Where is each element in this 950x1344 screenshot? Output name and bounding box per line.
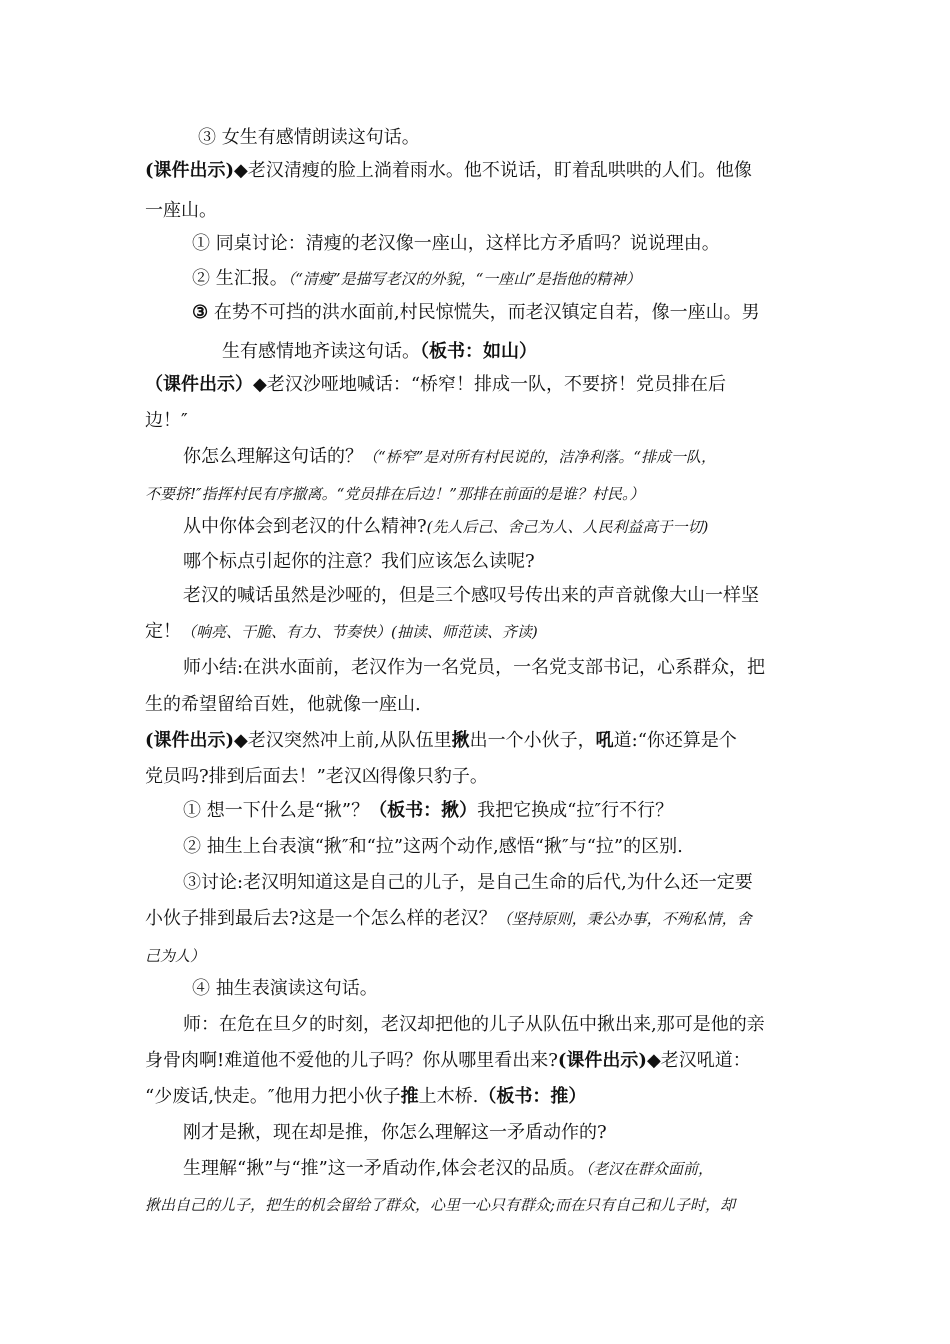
text-line — [183, 871, 753, 895]
text-line — [145, 409, 188, 433]
text-line — [183, 656, 765, 680]
italic-note: 己为人） — [145, 947, 206, 965]
text-line — [145, 1085, 586, 1109]
bold-text: 推 — [400, 1086, 419, 1107]
text-line — [198, 126, 420, 150]
body-text: 边！″ — [145, 410, 188, 431]
bold-text: （板书：揪） — [369, 800, 478, 821]
body-text: 哪个标点引起你的注意？我们应该怎么读呢? — [183, 551, 535, 572]
text-line — [145, 693, 421, 717]
body-text: ◆老汉突然冲上前,从队伍里 — [234, 730, 452, 751]
text-line — [145, 482, 644, 506]
text-line — [183, 1157, 713, 1181]
body-text: 小伙子排到最后去?这是一个怎么样的老汉？ — [145, 908, 497, 929]
text-line — [192, 232, 720, 256]
italic-note: (先人后己、舍己为人、人民利益高于一切) — [426, 518, 709, 536]
bold-text: 揪 — [451, 730, 470, 751]
text-line — [183, 515, 708, 539]
text-line — [192, 977, 378, 1001]
italic-note: （老汉在群众面前， — [585, 1160, 714, 1178]
italic-note: （坚持原则，秉公办事，不殉私情，舍 — [496, 910, 752, 928]
text-line — [183, 584, 759, 608]
text-line — [145, 373, 726, 397]
bold-text: （板书：如山） — [420, 341, 537, 362]
text-line — [145, 159, 752, 183]
text-line — [183, 835, 683, 859]
body-text: ① 同桌讨论：清瘦的老汉像一座山，这样比方矛盾吗？说说理由。 — [192, 233, 720, 254]
body-text: 师：在危在旦夕的时刻，老汉却把他的儿子从队伍中揪出来,那可是他的亲 — [183, 1014, 765, 1035]
body-text: ◆老汉清瘦的脸上淌着雨水。他不说话，盯着乱哄哄的人们。他像 — [234, 160, 752, 181]
text-line — [183, 445, 716, 469]
text-line — [145, 944, 205, 968]
body-text: 生的希望留给百姓，他就像一座山. — [145, 694, 421, 715]
body-text: 老汉的喊话虽然是沙哑的，但是三个感叹号传出来的声音就像大山一样坚 — [183, 585, 759, 606]
body-text: 从中你体会到老汉的什么精神? — [183, 516, 427, 537]
bold-text: （板书：推） — [478, 1086, 587, 1107]
text-line — [183, 1013, 765, 1037]
body-text: ④ 抽生表演读这句话。 — [192, 978, 378, 999]
body-text: 师小结:在洪水面前，老汉作为一名党员，一名党支部书记，心系群众，把 — [183, 657, 766, 678]
body-text: 道:“你还算是个 — [613, 730, 737, 751]
text-line — [145, 1049, 751, 1073]
body-text: ◆老汉吼道： — [646, 1050, 751, 1071]
text-line — [145, 1193, 735, 1217]
body-text: ◆老汉沙哑地喊话：“桥窄！排成一队，不要挤！党员排在后 — [253, 374, 727, 395]
text-line — [145, 729, 737, 753]
italic-note: （响亮、干脆、有力、节奏快）(抽读、师范读、齐读) — [181, 623, 538, 641]
body-text: 我把它换成“拉″行不行？ — [477, 800, 674, 821]
text-line — [145, 620, 538, 644]
body-text: 你怎么理解这句话的？ — [183, 446, 363, 467]
body-text: ② 生汇报。 — [192, 268, 288, 289]
text-line — [145, 765, 488, 789]
text-line — [183, 1121, 607, 1145]
body-text: 定！ — [145, 621, 181, 642]
bold-text: (课件出示) — [557, 1050, 647, 1071]
bold-text: 吼 — [595, 730, 614, 751]
body-text: ② 抽生上台表演“揪″和“拉”这两个动作,感悟“揪″与“拉”的区别. — [183, 836, 683, 857]
body-text: ③ 女生有感情朗读这句话。 — [198, 127, 420, 148]
body-text: 身骨肉啊!难道他不爱他的儿子吗？你从哪里看出来? — [145, 1050, 558, 1071]
body-text: 上木桥. — [418, 1086, 479, 1107]
body-text: ① 想一下什么是“揪”？ — [183, 800, 370, 821]
text-line — [145, 199, 217, 223]
body-text: 党员吗?排到后面去！”老汉凶得像只豹子。 — [145, 766, 488, 787]
bold-text: ③ — [192, 302, 209, 323]
bold-text: (课件出示) — [145, 730, 235, 751]
text-line — [183, 550, 535, 574]
body-text: 刚才是揪，现在却是推，你怎么理解这一矛盾动作的? — [183, 1122, 607, 1143]
italic-note: 揪出自己的儿子，把生的机会留给了群众，心里一心只有群众;而在只有自己和儿子时，却 — [145, 1196, 736, 1214]
body-text: ③讨论:老汉明知道这是自己的儿子，是自己生命的后代,为什么还一定要 — [183, 872, 753, 893]
text-line — [183, 799, 673, 823]
body-text: 在势不可挡的洪水面前,村民惊慌失，而老汉镇定自若，像一座山。男 — [208, 302, 760, 323]
body-text: 出一个小伙子， — [469, 730, 596, 751]
bold-text: （课件出示） — [145, 374, 253, 395]
italic-note: 不要挤!″指挥村民有序撤离。“党员排在后边！”那排在前面的是谁？村民。） — [145, 485, 645, 503]
italic-note: （“清瘦”是描写老汉的外貌，“一座山”是指他的精神） — [287, 270, 641, 288]
text-line — [192, 301, 760, 325]
text-line — [192, 267, 641, 291]
text-line — [222, 340, 537, 364]
body-text: 生理解“揪”与“推”这一矛盾动作,体会老汉的品质。 — [183, 1158, 586, 1179]
italic-note: （“桥窄”是对所有村民说的，洁净利落。“排成一队， — [363, 448, 717, 466]
body-text: 生有感情地齐读这句话。 — [222, 341, 420, 362]
bold-text: (课件出示) — [145, 160, 235, 181]
text-line — [145, 907, 752, 931]
body-text: “少废话,快走。″他用力把小伙子 — [145, 1086, 401, 1107]
body-text: 一座山。 — [145, 200, 217, 221]
